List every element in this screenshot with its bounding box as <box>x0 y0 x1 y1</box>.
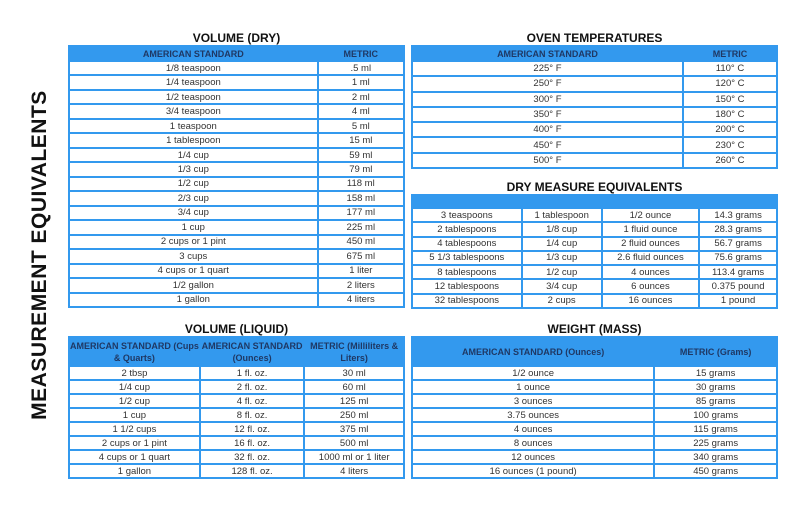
table-row <box>413 423 776 435</box>
dry-measure-grid <box>411 194 778 309</box>
header-row <box>413 47 776 60</box>
table-cell: 75.6 grams <box>700 252 776 264</box>
table-cell: 118 ml <box>319 178 403 190</box>
table-cell: 500° F <box>413 154 682 167</box>
table-row <box>70 120 403 132</box>
table-cell: 32 tablespoons <box>413 295 521 307</box>
table-cell: 300° F <box>413 93 682 106</box>
table-cell: 120° C <box>684 77 776 90</box>
table-cell: 30 grams <box>655 381 776 393</box>
table-cell: 4 ml <box>319 105 403 117</box>
table-cell: 3 ounces <box>413 395 653 407</box>
table-cell: 4 liters <box>305 465 403 477</box>
table-row <box>413 295 776 307</box>
table-cell: 1 fluid ounce <box>603 223 698 235</box>
table-cell: 3 cups <box>70 250 317 262</box>
table-row <box>413 465 776 477</box>
volume-dry-title: VOLUME (DRY) <box>192 31 281 45</box>
table-row <box>70 105 403 117</box>
table-row <box>413 280 776 292</box>
weight-mass-table <box>411 336 778 479</box>
table-cell: 2 fluid ounces <box>603 238 698 250</box>
table-row <box>70 163 403 175</box>
table-row <box>70 451 403 463</box>
table-row <box>413 77 776 90</box>
table-cell: 3 teaspoons <box>413 209 521 221</box>
table-cell: 5 ml <box>319 120 403 132</box>
header-row <box>70 338 403 365</box>
table-cell: 12 fl. oz. <box>201 423 304 435</box>
table-row <box>70 395 403 407</box>
table-cell: 1/2 gallon <box>70 279 317 291</box>
table-cell: 150° C <box>684 93 776 106</box>
table-cell: 4 cups or 1 quart <box>70 451 199 463</box>
table-cell: 1 gallon <box>70 465 199 477</box>
table-row <box>70 437 403 449</box>
table-cell: 375 ml <box>305 423 403 435</box>
table-cell: 450° F <box>413 138 682 151</box>
table-cell: 1 cup <box>70 221 317 233</box>
table-cell: 4 tablespoons <box>413 238 521 250</box>
table-cell: 30 ml <box>305 367 403 379</box>
header-row <box>413 196 776 207</box>
table-cell: 1 teaspoon <box>70 120 317 132</box>
table-cell: 2 tablespoons <box>413 223 521 235</box>
table-row <box>413 451 776 463</box>
table-cell: 230° C <box>684 138 776 151</box>
table-cell: 2/3 cup <box>70 192 317 204</box>
table-row <box>70 134 403 146</box>
table-row <box>413 238 776 250</box>
weight-grid <box>411 336 778 479</box>
header-row <box>413 338 776 365</box>
table-row <box>70 221 403 233</box>
table-cell: 28.3 grams <box>700 223 776 235</box>
table-row <box>413 62 776 75</box>
table-cell: 1000 ml or 1 liter <box>305 451 403 463</box>
column-header: AMERICAN STANDARD <box>497 48 598 59</box>
table-row <box>413 154 776 167</box>
table-cell: 1/3 cup <box>70 163 317 175</box>
column-header: METRIC (Milliliters & Liters) <box>310 340 399 363</box>
table-cell: 85 grams <box>655 395 776 407</box>
oven-temperatures-title: OVEN TEMPERATURES <box>526 31 663 45</box>
table-cell: 15 grams <box>655 367 776 379</box>
table-cell: 675 ml <box>319 250 403 262</box>
table-row <box>70 236 403 248</box>
table-cell: .5 ml <box>319 62 403 74</box>
table-cell: 1 liter <box>319 265 403 277</box>
table-row <box>70 409 403 421</box>
table-cell: 177 ml <box>319 207 403 219</box>
table-cell: 128 fl. oz. <box>201 465 304 477</box>
volume-dry-grid <box>68 45 405 308</box>
column-header <box>523 196 601 207</box>
table-cell: 3/4 teaspoon <box>70 105 317 117</box>
table-cell: 400° F <box>413 123 682 136</box>
table-cell: 1 1/2 cups <box>70 423 199 435</box>
table-cell: 59 ml <box>319 149 403 161</box>
column-header <box>700 196 776 207</box>
table-row <box>413 209 776 221</box>
table-cell: 0.375 pound <box>700 280 776 292</box>
table-cell: 2 cups <box>523 295 601 307</box>
table-cell: 250 ml <box>305 409 403 421</box>
table-cell: 1 fl. oz. <box>201 367 304 379</box>
table-cell: 1 cup <box>70 409 199 421</box>
table-row <box>70 250 403 262</box>
table-cell: 250° F <box>413 77 682 90</box>
table-cell: 16 fl. oz. <box>201 437 304 449</box>
column-header: AMERICAN STANDARD (Ounces) <box>461 346 605 357</box>
table-row <box>70 91 403 103</box>
table-row <box>413 93 776 106</box>
table-cell: 1/4 cup <box>70 381 199 393</box>
table-cell: 12 ounces <box>413 451 653 463</box>
dry-measure-title: DRY MEASURE EQUIVALENTS <box>506 180 683 194</box>
table-cell: 125 ml <box>305 395 403 407</box>
table-cell: 350° F <box>413 108 682 121</box>
table-row <box>70 192 403 204</box>
table-cell: 450 ml <box>319 236 403 248</box>
column-header <box>603 196 698 207</box>
table-cell: 113.4 grams <box>700 266 776 278</box>
table-cell: 500 ml <box>305 437 403 449</box>
table-cell: 1/8 teaspoon <box>70 62 317 74</box>
page-title: MEASUREMENT EQUIVALENTS <box>28 90 51 420</box>
table-cell: 180° C <box>684 108 776 121</box>
table-cell: 340 grams <box>655 451 776 463</box>
table-cell: 2.6 fluid ounces <box>603 252 698 264</box>
table-cell: 450 grams <box>655 465 776 477</box>
table-cell: 4 ounces <box>413 423 653 435</box>
table-cell: 79 ml <box>319 163 403 175</box>
table-row <box>70 294 403 307</box>
column-header: AMERICAN STANDARD (Ounces) <box>201 340 303 363</box>
table-cell: 1/4 cup <box>70 149 317 161</box>
oven-grid <box>411 45 778 169</box>
table-cell: 200° C <box>684 123 776 136</box>
table-cell: 8 tablespoons <box>413 266 521 278</box>
table-cell: 3/4 cup <box>523 280 601 292</box>
table-cell: 1 gallon <box>70 294 317 307</box>
table-cell: 12 tablespoons <box>413 280 521 292</box>
table-cell: 1/2 cup <box>70 178 317 190</box>
table-cell: 158 ml <box>319 192 403 204</box>
table-cell: 225° F <box>413 62 682 75</box>
table-cell: 225 ml <box>319 221 403 233</box>
table-row <box>413 252 776 264</box>
table-cell: 2 tbsp <box>70 367 199 379</box>
table-cell: 110° C <box>684 62 776 75</box>
table-row <box>70 465 403 477</box>
table-row <box>70 207 403 219</box>
table-cell: 1/3 cup <box>523 252 601 264</box>
column-header: METRIC (Grams) <box>679 346 752 357</box>
table-cell: 1 pound <box>700 295 776 307</box>
table-cell: 1 ml <box>319 76 403 88</box>
table-cell: 1/2 teaspoon <box>70 91 317 103</box>
table-cell: 1 tablespoon <box>70 134 317 146</box>
table-row <box>413 367 776 379</box>
table-row <box>70 76 403 88</box>
oven-temperatures-table <box>411 45 778 169</box>
weight-mass-title: WEIGHT (MASS) <box>547 322 642 336</box>
table-cell: 2 liters <box>319 279 403 291</box>
table-row <box>70 178 403 190</box>
table-row <box>413 138 776 151</box>
table-row <box>70 149 403 161</box>
table-cell: 3.75 ounces <box>413 409 653 421</box>
table-row <box>413 381 776 393</box>
table-cell: 16 ounces <box>603 295 698 307</box>
table-row <box>413 266 776 278</box>
column-header: METRIC <box>343 48 379 59</box>
column-header: METRIC <box>712 48 748 59</box>
dry-measure-table <box>411 194 778 309</box>
table-cell: 1/2 ounce <box>413 367 653 379</box>
table-row <box>413 437 776 449</box>
table-cell: 3/4 cup <box>70 207 317 219</box>
table-cell: 4 cups or 1 quart <box>70 265 317 277</box>
table-row <box>413 409 776 421</box>
volume-liquid-table <box>68 336 405 479</box>
table-row <box>70 367 403 379</box>
table-cell: 225 grams <box>655 437 776 449</box>
table-cell: 1/4 teaspoon <box>70 76 317 88</box>
table-cell: 1/8 cup <box>523 223 601 235</box>
table-cell: 6 ounces <box>603 280 698 292</box>
table-row <box>413 123 776 136</box>
table-cell: 2 cups or 1 pint <box>70 437 199 449</box>
table-cell: 56.7 grams <box>700 238 776 250</box>
table-cell: 4 liters <box>319 294 403 307</box>
table-cell: 1/2 ounce <box>603 209 698 221</box>
table-cell: 1/4 cup <box>523 238 601 250</box>
table-cell: 1/2 cup <box>523 266 601 278</box>
table-row <box>70 265 403 277</box>
table-row <box>70 423 403 435</box>
table-cell: 100 grams <box>655 409 776 421</box>
table-row <box>70 381 403 393</box>
table-cell: 2 cups or 1 pint <box>70 236 317 248</box>
table-cell: 5 1/3 tablespoons <box>413 252 521 264</box>
table-cell: 115 grams <box>655 423 776 435</box>
table-cell: 1/2 cup <box>70 395 199 407</box>
table-cell: 260° C <box>684 154 776 167</box>
table-row <box>413 108 776 121</box>
table-cell: 15 ml <box>319 134 403 146</box>
table-cell: 4 fl. oz. <box>201 395 304 407</box>
table-cell: 4 ounces <box>603 266 698 278</box>
table-row <box>70 62 403 74</box>
table-cell: 1 ounce <box>413 381 653 393</box>
table-cell: 14.3 grams <box>700 209 776 221</box>
volume-liquid-grid <box>68 336 405 479</box>
table-row <box>413 223 776 235</box>
table-cell: 2 ml <box>319 91 403 103</box>
table-cell: 60 ml <box>305 381 403 393</box>
table-cell: 16 ounces (1 pound) <box>413 465 653 477</box>
table-row <box>70 279 403 291</box>
volume-dry-table <box>68 45 405 308</box>
table-cell: 8 ounces <box>413 437 653 449</box>
volume-liquid-title: VOLUME (LIQUID) <box>184 322 289 336</box>
header-row <box>70 47 403 60</box>
table-cell: 1 tablespoon <box>523 209 601 221</box>
column-header <box>413 196 521 207</box>
table-cell: 32 fl. oz. <box>201 451 304 463</box>
table-cell: 8 fl. oz. <box>201 409 304 421</box>
table-row <box>413 395 776 407</box>
table-cell: 2 fl. oz. <box>201 381 304 393</box>
column-header: AMERICAN STANDARD <box>142 48 244 59</box>
column-header: AMERICAN STANDARD (Cups & Quarts) <box>70 340 199 363</box>
